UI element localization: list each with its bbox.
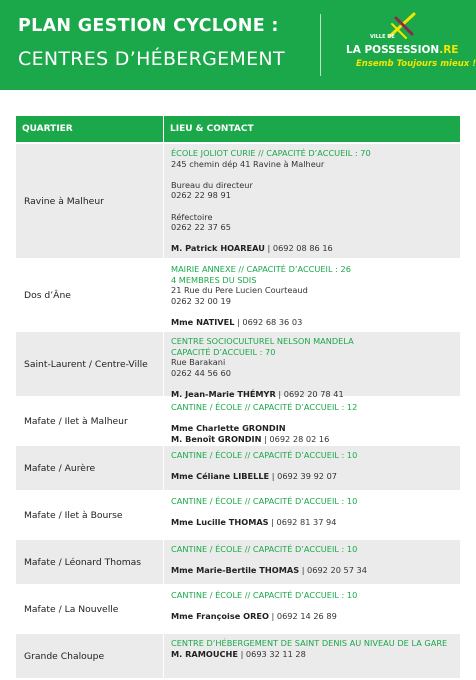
contact-name: Mme Lucille THOMAS — [171, 517, 269, 528]
detail-line: 0262 32 00 19 — [171, 295, 231, 306]
contact-name: M. Patrick HOAREAU — [171, 243, 265, 254]
logo-name-suffix: .RE — [439, 44, 459, 56]
col-header-quartier: QUARTIER — [16, 116, 164, 142]
quartier-cell: Ravine à Malheur — [16, 144, 164, 258]
contact-name: M. Benoît GRONDIN — [171, 433, 262, 444]
detail-line: Bureau du directeur — [171, 179, 253, 190]
page-title: PLAN GESTION CYCLONE : — [18, 16, 279, 36]
detail-line: 21 Rue du Pere Lucien Courteaud — [171, 285, 308, 296]
quartier-cell: Mafate / Léonard Thomas — [16, 540, 164, 584]
city-logo — [334, 10, 474, 80]
lieu-title: CANTINE / ÉCOLE // CAPACITÉ D’ACCUEIL : 10 — [171, 450, 358, 460]
lieu-contact-cell — [164, 634, 460, 678]
col-header-lieu: LIEU & CONTACT — [170, 124, 254, 134]
contact-line — [171, 317, 460, 328]
lieu-contact-cell — [164, 398, 460, 444]
quartier-cell: Mafate / La Nouvelle — [16, 586, 164, 632]
contact-line — [171, 649, 460, 660]
contact-phone: | 0692 39 92 07 — [269, 471, 338, 482]
contact-phone: | 0692 81 37 94 — [268, 517, 337, 528]
contact-phone: | 0692 28 02 16 — [261, 433, 330, 444]
contact-name: M. RAMOUCHE — [171, 648, 238, 659]
table-body — [16, 142, 460, 678]
table-row — [16, 584, 460, 632]
lieu-contact-cell — [164, 492, 460, 538]
detail-line: Réfectoire — [171, 211, 213, 222]
contact-name: Mme Marie-Bertile THOMAS — [171, 565, 300, 576]
logo-ville: VILLE DE — [370, 34, 395, 40]
lieu-subtitle: 4 MEMBRES DU SDIS — [171, 274, 257, 285]
contact-line — [171, 434, 460, 445]
spacer — [171, 169, 460, 180]
lieu-contact-cell — [164, 586, 460, 632]
spacer — [171, 378, 460, 389]
contact-name: Mme NATIVEL — [171, 316, 235, 327]
contact-line — [171, 611, 460, 622]
contact-line — [171, 471, 460, 482]
quartier-cell: Mafate / Ilet à Malheur — [16, 398, 164, 444]
detail-line: 245 chemin dép 41 Ravine à Malheur — [171, 158, 325, 169]
lieu-contact-cell — [164, 260, 460, 330]
contact-phone: | 0692 20 57 34 — [299, 565, 367, 576]
spacer — [171, 461, 460, 472]
logo-slogan: Ensemb Toujours mieux ! — [356, 59, 476, 69]
contact-line — [171, 243, 460, 254]
table-row — [16, 444, 460, 490]
logo-name — [346, 44, 458, 56]
spacer — [171, 201, 460, 212]
lieu-title: MAIRIE ANNEXE // CAPACITÉ D’ACCUEIL : 26 — [171, 264, 351, 274]
table-row — [16, 330, 460, 399]
contact-line — [171, 517, 460, 528]
table-row — [16, 490, 460, 538]
contact-line — [171, 423, 460, 434]
lieu-title: CANTINE / ÉCOLE // CAPACITÉ D’ACCUEIL : 10 — [171, 544, 358, 554]
spacer — [171, 233, 460, 244]
spacer — [171, 555, 460, 566]
table-row — [16, 396, 460, 444]
quartier-cell: Saint-Laurent / Centre-Ville — [16, 332, 164, 396]
quartier-cell: Mafate / Aurère — [16, 446, 164, 490]
detail-line: 0262 22 37 65 — [171, 222, 231, 233]
contact-phone: | 0692 08 86 16 — [264, 243, 333, 254]
lieu-contact-cell — [164, 332, 460, 399]
page-subtitle: CENTRES D’HÉBERGEMENT — [18, 48, 285, 70]
contact-line — [171, 565, 460, 576]
page-header — [0, 0, 476, 90]
lieu-title: ÉCOLE JOLIOT CURIE // CAPACITÉ D’ACCUEIL : 70 — [171, 148, 371, 158]
contact-name: M. Jean-Marie THÉMYR — [171, 388, 276, 399]
table-row — [16, 258, 460, 330]
shelters-table — [16, 116, 460, 678]
lieu-title: CENTRE SOCIOCULTUREL NELSON MANDELA — [171, 336, 354, 346]
detail-line: 0262 22 98 91 — [171, 190, 231, 201]
contact-name: Mme Françoise OREO — [171, 611, 269, 622]
logo-name-text: LA POSSESSION — [346, 44, 440, 56]
lieu-title: CANTINE / ÉCOLE // CAPACITÉ D’ACCUEIL : 10 — [171, 590, 358, 600]
detail-line: 0262 44 56 60 — [171, 367, 231, 378]
lieu-contact-cell — [164, 144, 460, 258]
lieu-title: CENTRE D’HÉBERGEMENT DE SAINT DENIS AU NIVEAU DE LA GARE — [171, 638, 448, 648]
table-row — [16, 632, 460, 678]
spacer — [171, 413, 460, 424]
table-header — [16, 116, 460, 142]
contact-name: Mme Charlette GRONDIN — [171, 423, 286, 434]
lieu-contact-cell — [164, 446, 460, 490]
detail-line: Rue Barakani — [171, 357, 226, 368]
spacer — [171, 507, 460, 518]
contact-phone: | 0692 68 36 03 — [234, 316, 303, 327]
quartier-cell: Mafate / Ilet à Bourse — [16, 492, 164, 538]
quartier-cell: Grande Chaloupe — [16, 634, 164, 678]
table-row — [16, 538, 460, 584]
header-divider — [320, 14, 321, 76]
contact-phone: | 0693 32 11 28 — [237, 648, 306, 659]
table-row — [16, 142, 460, 258]
contact-name: Mme Céliane LIBELLE — [171, 471, 270, 482]
spacer — [171, 601, 460, 612]
lieu-contact-cell — [164, 540, 460, 584]
lieu-title: CANTINE / ÉCOLE // CAPACITÉ D’ACCUEIL : 12 — [171, 402, 358, 412]
contact-phone: | 0692 14 26 89 — [268, 611, 337, 622]
quartier-cell: Dos d’Âne — [16, 260, 164, 330]
lieu-title: CANTINE / ÉCOLE // CAPACITÉ D’ACCUEIL : 10 — [171, 496, 358, 506]
lieu-subtitle: CAPACITÉ D’ACCUEIL : 70 — [171, 346, 276, 357]
spacer — [171, 306, 460, 317]
contact-phone: | 0692 20 78 41 — [275, 388, 344, 399]
